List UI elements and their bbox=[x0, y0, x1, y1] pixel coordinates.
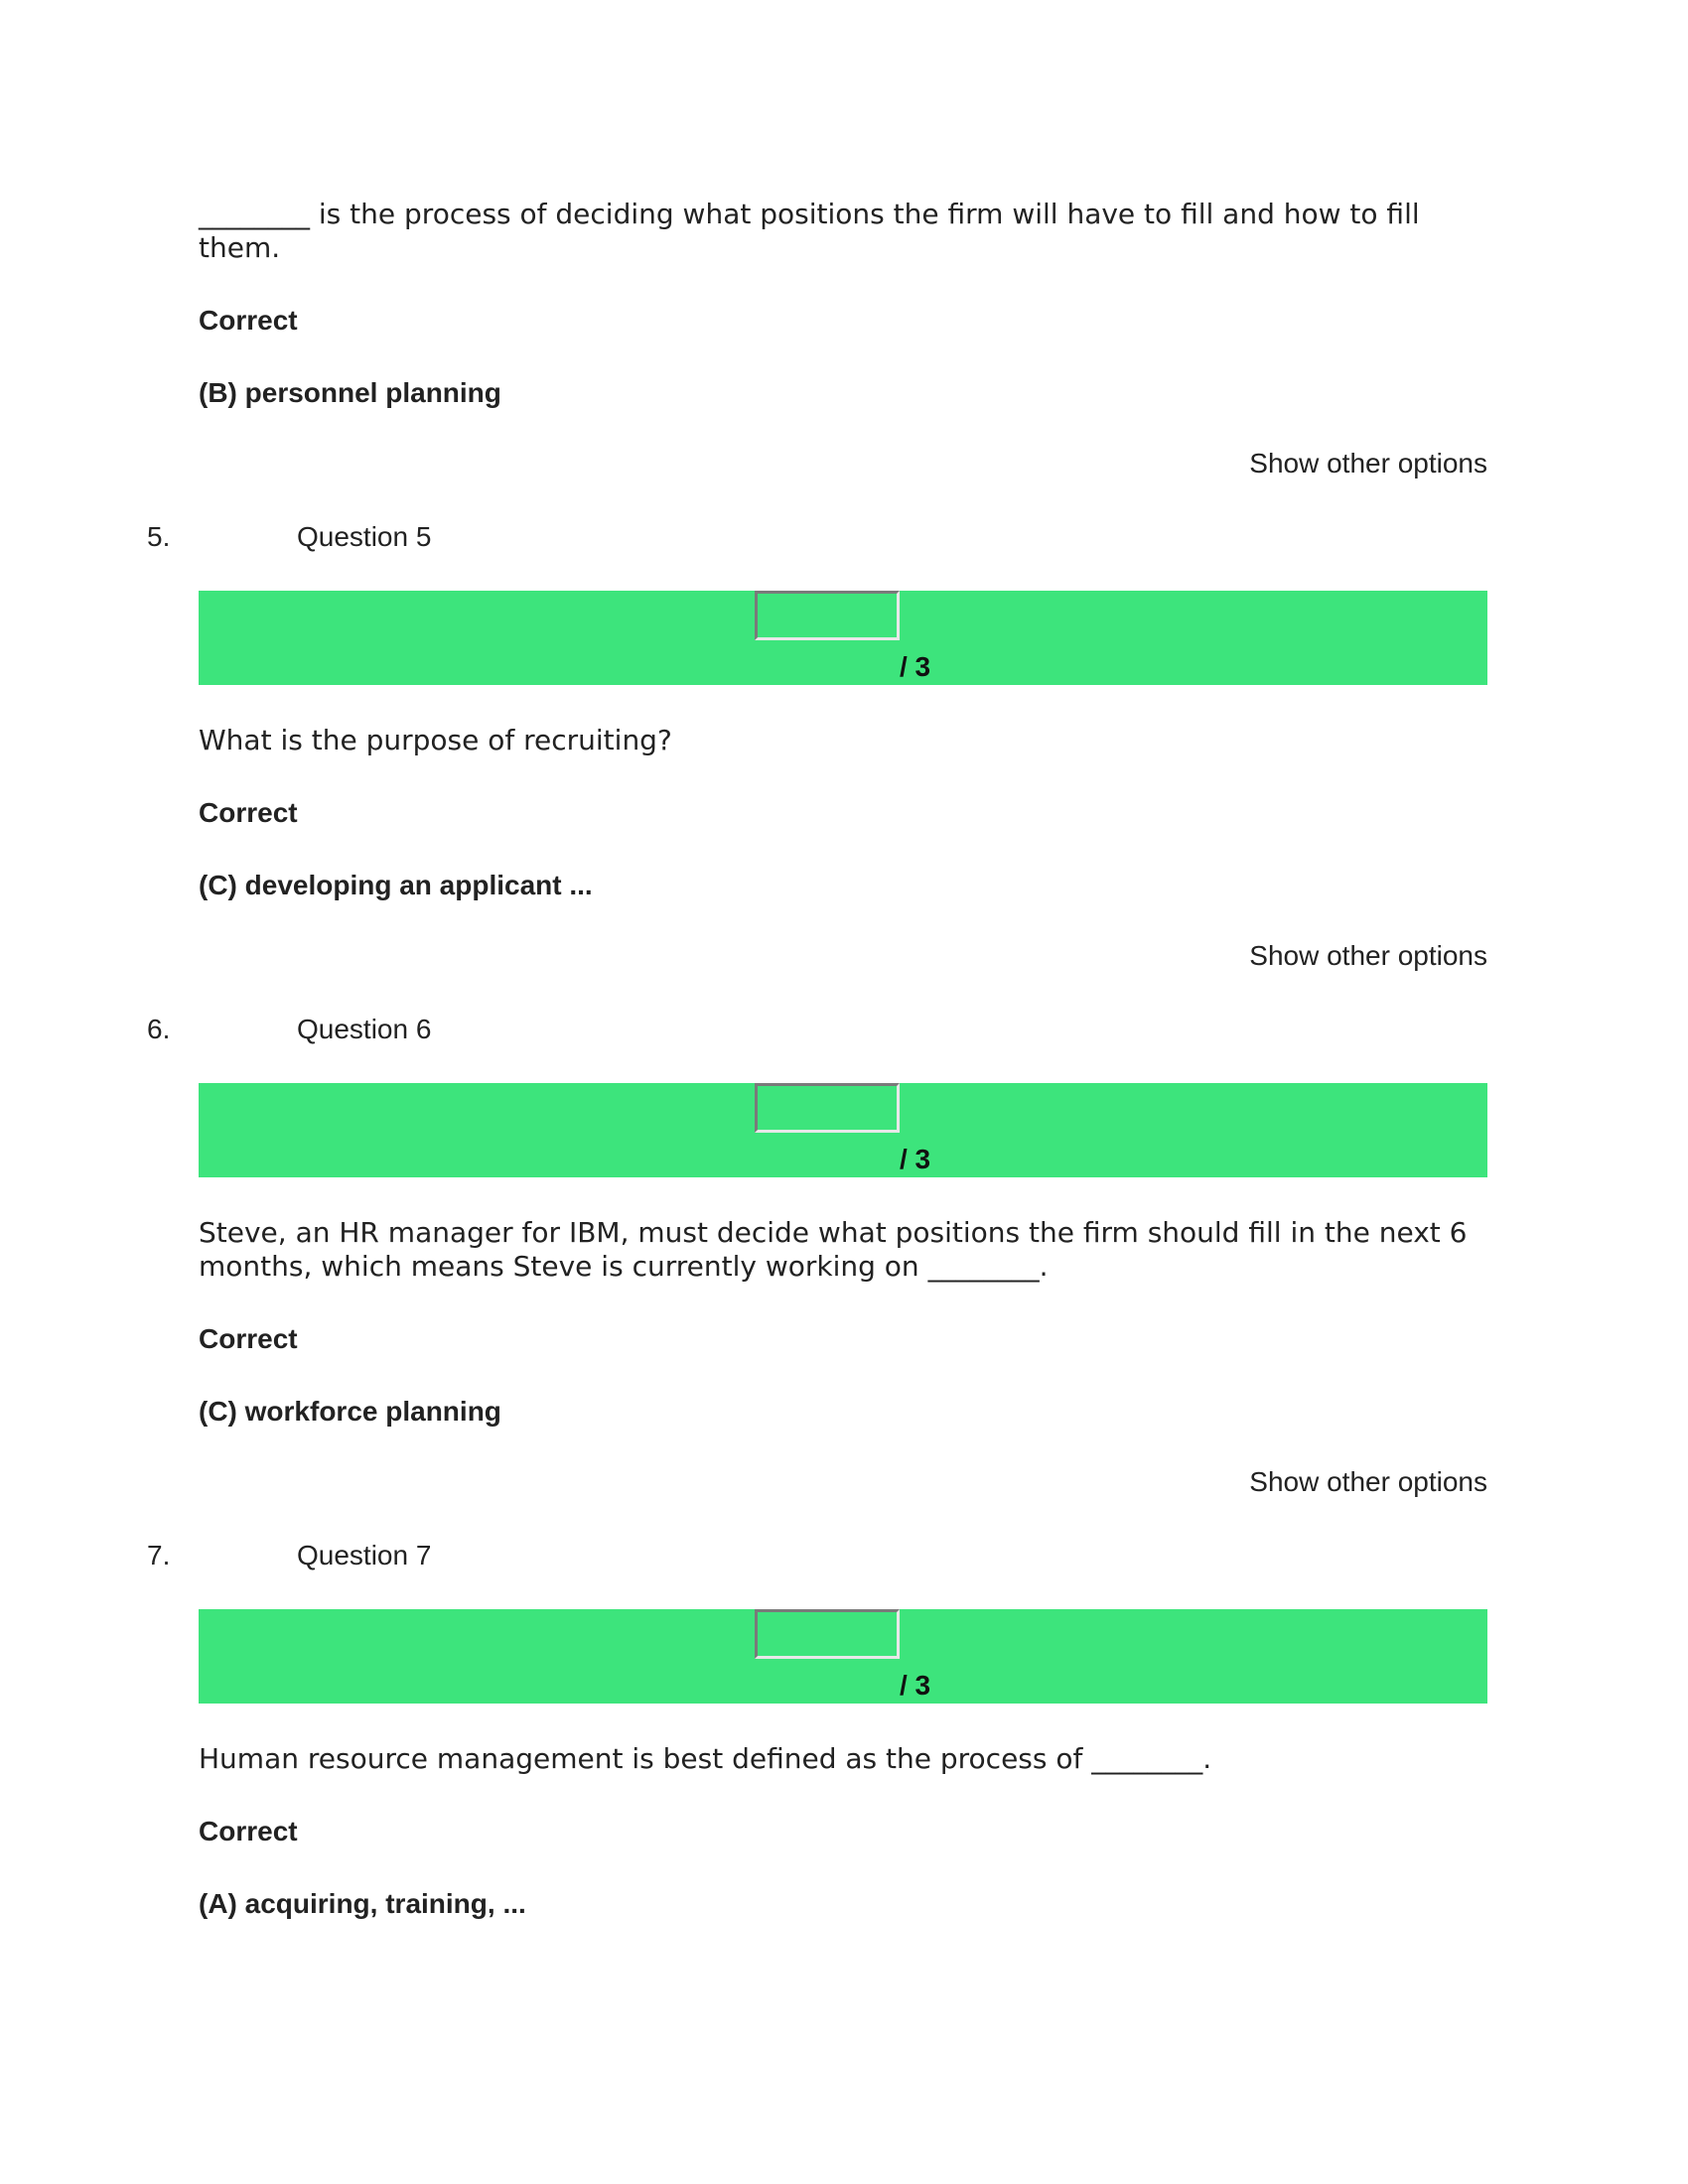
question-7-status: Correct bbox=[199, 1816, 298, 1846]
question-6-number: 6. bbox=[147, 1014, 171, 1044]
question-7-score-input[interactable] bbox=[755, 1609, 900, 1659]
question-5-score-bar bbox=[199, 591, 1487, 685]
question-6-answer: (C) workforce planning bbox=[199, 1396, 501, 1427]
question-5-number: 5. bbox=[147, 521, 171, 552]
question-4-answer: (B) personnel planning bbox=[199, 377, 501, 408]
question-7-score-bar bbox=[199, 1609, 1487, 1704]
question-5-score-input[interactable] bbox=[755, 591, 900, 640]
question-7-score-max: / 3 bbox=[900, 1670, 931, 1701]
question-7-number: 7. bbox=[147, 1540, 171, 1570]
question-6-show-other-options-link[interactable]: Show other options bbox=[1249, 1466, 1487, 1497]
question-6-score-input[interactable] bbox=[755, 1083, 900, 1133]
question-6-status: Correct bbox=[199, 1323, 298, 1354]
question-5-text: What is the purpose of recruiting? bbox=[199, 724, 672, 756]
question-6-text: Steve, an HR manager for IBM, must decide what positions the firm should fill in the next 6 months, which means Steve is currently working on ________. bbox=[199, 1216, 1468, 1283]
question-7-answer: (A) acquiring, training, ... bbox=[199, 1888, 526, 1919]
question-6-score-bar bbox=[199, 1083, 1487, 1177]
question-5-score-max: / 3 bbox=[900, 651, 931, 682]
question-5-show-other-options-link[interactable]: Show other options bbox=[1249, 940, 1487, 971]
question-5-answer: (C) developing an applicant ... bbox=[199, 870, 593, 900]
question-6-score-max: / 3 bbox=[900, 1144, 931, 1174]
question-7-label: Question 7 bbox=[297, 1540, 432, 1570]
question-4-status: Correct bbox=[199, 305, 298, 336]
question-4-text: ________ is the process of deciding what positions the firm will have to fill and how to fill them. bbox=[199, 198, 1420, 264]
question-5-status: Correct bbox=[199, 797, 298, 828]
question-4-show-other-options-link[interactable]: Show other options bbox=[1249, 448, 1487, 478]
question-6-label: Question 6 bbox=[297, 1014, 432, 1044]
question-5-label: Question 5 bbox=[297, 521, 432, 552]
question-7-text: Human resource management is best defined as the process of ________. bbox=[199, 1742, 1212, 1775]
